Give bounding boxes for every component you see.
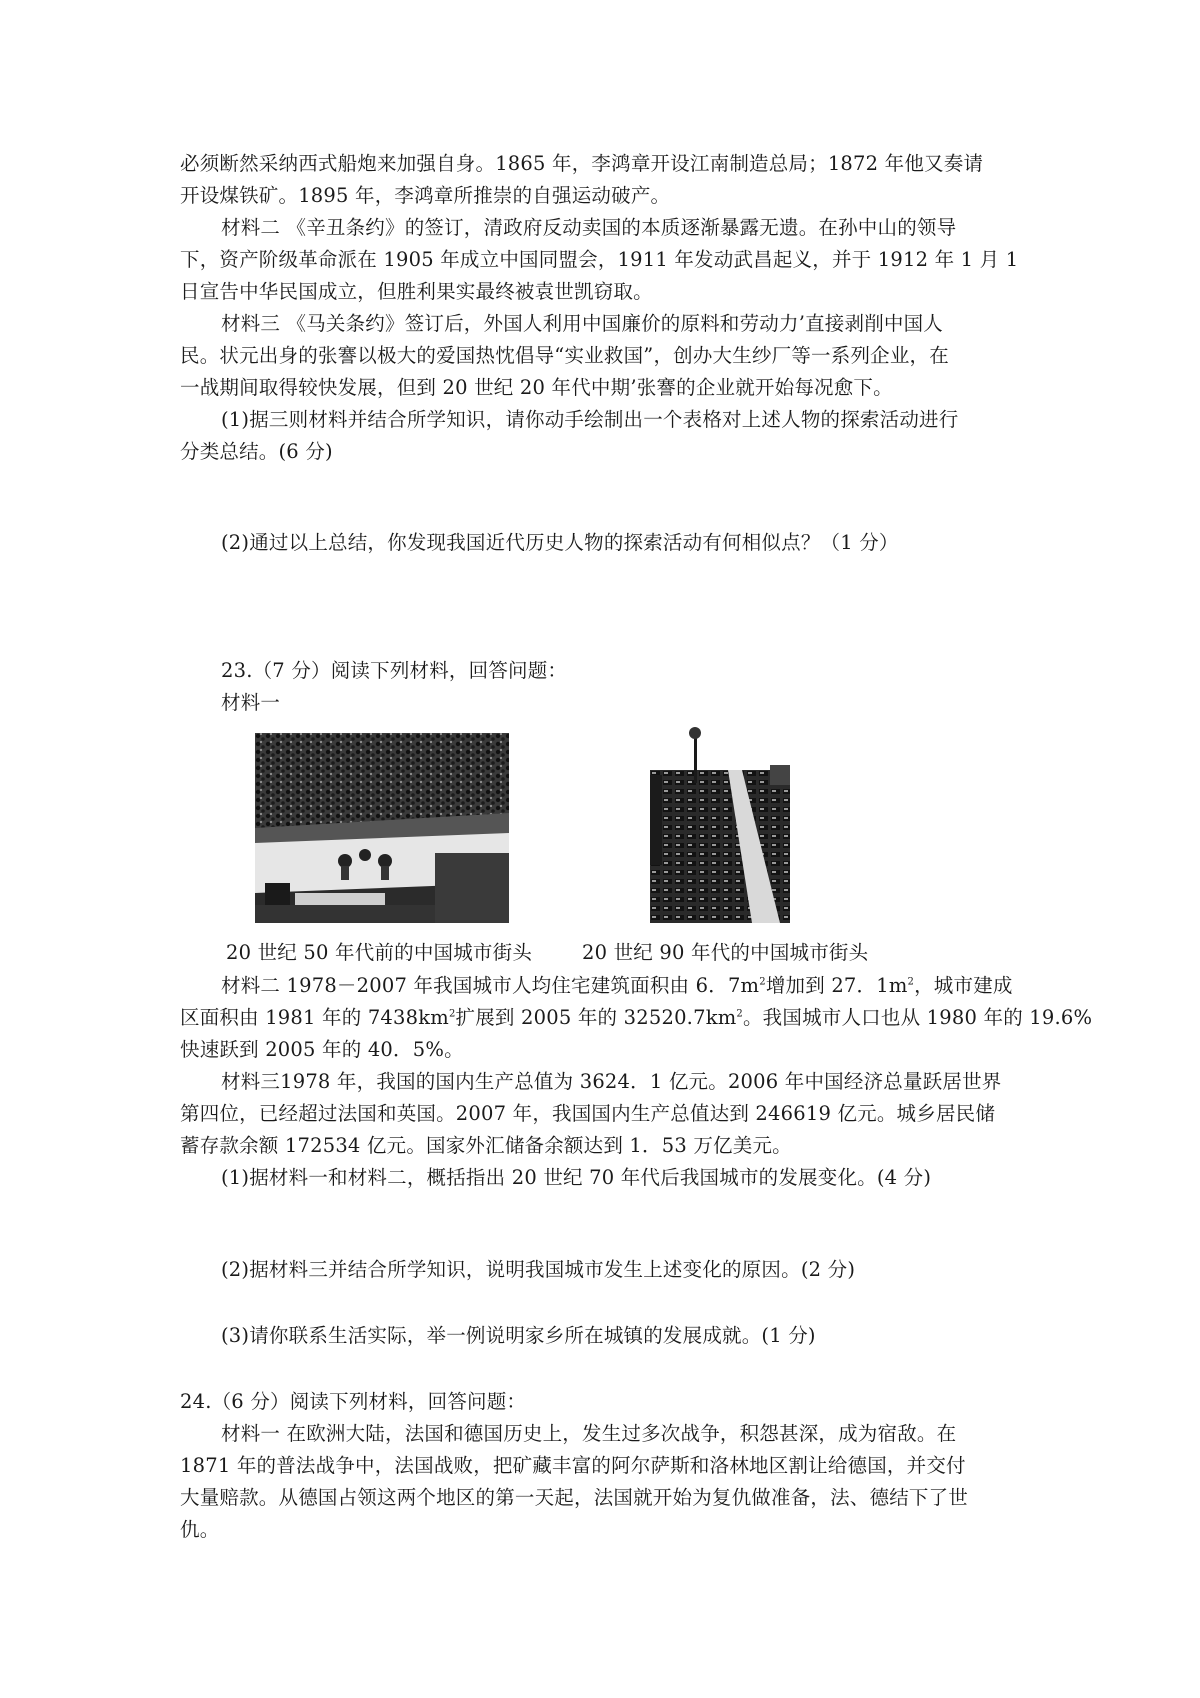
street-photo-1990s: [650, 725, 790, 923]
q23-sub2: (2)据材料三并结合所学知识，说明我国城市发生上述变化的原因。(2 分): [221, 1258, 856, 1281]
q23-material3-line-3: 蓄存款余额 172534 亿元。国家外汇储备余额达到 1．53 万亿美元。: [180, 1134, 792, 1157]
q23-material2-line-2: 区面积由 1981 年的 $7438km^2$扩展到 2005 年的 $32520.7km^2$。我国城市人口也从 1980 年的 19.6%: [180, 1006, 1093, 1029]
q23-material3-line-2: 第四位，已经超过法国和英国。2007 年，我国国内生产总值达到 246619 亿元。城乡居民储: [180, 1102, 996, 1125]
material2-line-1: 材料二 《辛丑条约》的签订，清政府反动卖国的本质逐渐暴露无遗。在孙中山的领导: [221, 216, 957, 239]
q24-material1-line-3: 大量赔款。从德国占领这两个地区的第一天起，法国就开始为复仇做准备，法、德结下了世: [180, 1486, 969, 1509]
q23-material1-label: 材料一: [221, 691, 281, 714]
q24-material1-line-1: 材料一 在欧洲大陆，法国和德国历史上，发生过多次战争，积怨甚深，成为宿敌。在: [221, 1422, 957, 1445]
q22-sub2: (2)通过以上总结，你发现我国近代历史人物的探索活动有何相似点？（1 分）: [221, 531, 899, 554]
material2-line-3: 日宣告中华民国成立，但胜利果实最终被袁世凯窃取。: [180, 280, 653, 303]
q23-material2-line-3: 快速跃到 2005 年的 40．5%。: [180, 1038, 464, 1061]
material3-line-3: 一战期间取得较快发展，但到 20 世纪 20 年代中期’张謇的企业就开始每况愈下。: [180, 376, 893, 399]
material3-line-1: 材料三 《马关条约》签订后，外国人利用中国廉价的原料和劳动力’直接剥削中国人: [221, 312, 943, 335]
caption-1950s: 20 世纪 50 年代前的中国城市街头: [226, 941, 533, 964]
top-fragment-line-1: 必须断然采纳西式船炮来加强自身。1865 年，李鸿章开设江南制造总局；1872 年他又奏请: [180, 152, 984, 175]
caption-1990s: 20 世纪 90 年代的中国城市街头: [582, 941, 869, 964]
street-photo-1950s: [255, 733, 509, 923]
q23-material3-line-1: 材料三1978 年，我国的国内生产总值为 3624．1 亿元。2006 年中国经济总量跃居世界: [221, 1070, 1002, 1093]
q23-sub1: (1)据材料一和材料二，概括指出 20 世纪 70 年代后我国城市的发展变化。(4 分): [221, 1166, 932, 1189]
material2-line-2: 下，资产阶级革命派在 1905 年成立中国同盟会，1911 年发动武昌起义，并于 1912 年 1 月 1: [180, 248, 1019, 271]
q24-heading: 24.（6 分）阅读下列材料，回答问题：: [180, 1390, 527, 1413]
q24-material1-line-4: 仇。: [180, 1518, 220, 1541]
q23-sub3: (3)请你联系生活实际，举一例说明家乡所在城镇的发展成就。(1 分): [221, 1324, 816, 1347]
q23-material2-line-1: 材料二 1978－2007 年我国城市人均住宅建筑面积由 6．$7m^2$增加到 27．$1m^2$，城市建成: [221, 974, 1013, 997]
q22-sub1-line-1: (1)据三则材料并结合所学知识，请你动手绘制出一个表格对上述人物的探索活动进行: [221, 408, 959, 431]
q22-sub1-line-2: 分类总结。(6 分): [180, 440, 333, 463]
material3-line-2: 民。状元出身的张謇以极大的爱国热忱倡导“实业救国”，创办大生纱厂等一系列企业，在: [180, 344, 949, 367]
top-fragment-line-2: 开设煤铁矿。1895 年，李鸿章所推崇的自强运动破产。: [180, 184, 671, 207]
q24-material1-line-2: 1871 年的普法战争中，法国战败，把矿藏丰富的阿尔萨斯和洛林地区割让给德国，并交付: [180, 1454, 966, 1477]
q23-heading: 23.（7 分）阅读下列材料，回答问题：: [221, 659, 568, 682]
